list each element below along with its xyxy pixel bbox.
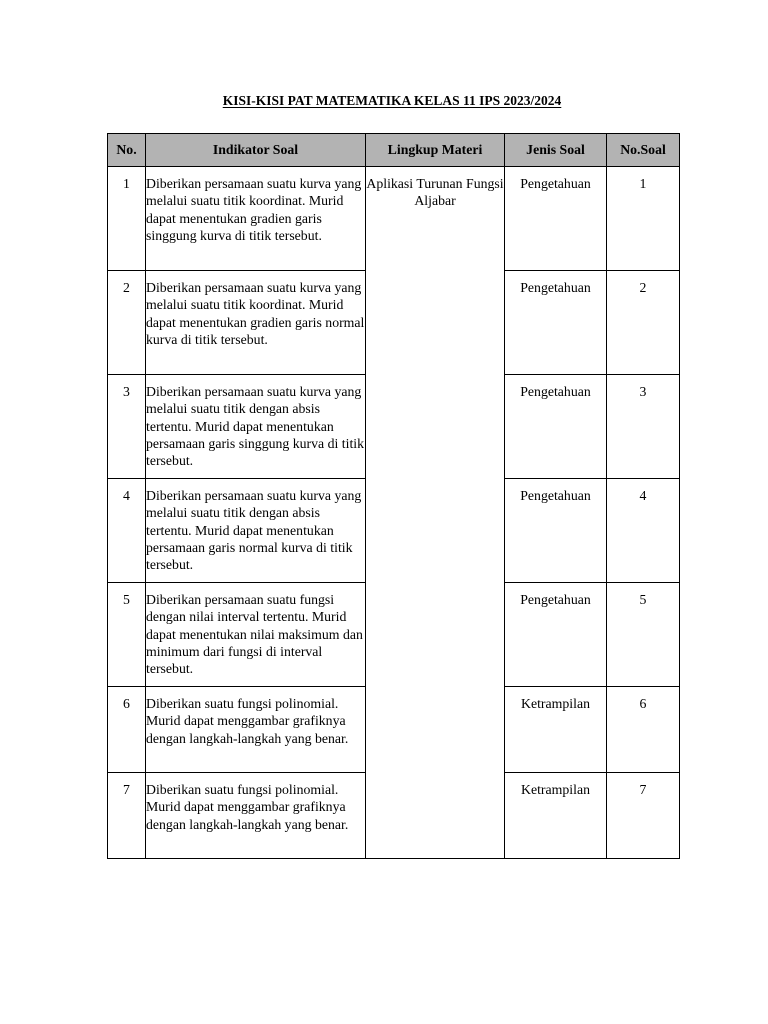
row-number: 3 bbox=[108, 375, 146, 479]
row-number: 7 bbox=[108, 773, 146, 859]
jenis-soal-cell: Pengetahuan bbox=[505, 479, 607, 583]
indikator-soal-cell: Diberikan persamaan suatu fungsi dengan nilai interval tertentu. Murid dapat menentukan nilai maksimum dan minimum dari fungsi di interval tersebut. bbox=[146, 583, 366, 687]
row-number: 5 bbox=[108, 583, 146, 687]
jenis-soal-cell: Ketrampilan bbox=[505, 687, 607, 773]
header-indikator-soal: Indikator Soal bbox=[146, 134, 366, 167]
row-number: 1 bbox=[108, 167, 146, 271]
no-soal-cell: 7 bbox=[607, 773, 680, 859]
header-no: No. bbox=[108, 134, 146, 167]
no-soal-cell: 2 bbox=[607, 271, 680, 375]
row-number: 6 bbox=[108, 687, 146, 773]
no-soal-cell: 3 bbox=[607, 375, 680, 479]
no-soal-cell: 5 bbox=[607, 583, 680, 687]
kisi-kisi-table bbox=[107, 133, 680, 859]
jenis-soal-cell: Pengetahuan bbox=[505, 271, 607, 375]
lingkup-materi-cell: Aplikasi Turunan Fungsi Aljabar bbox=[366, 167, 505, 859]
table-header-row bbox=[108, 134, 680, 167]
header-no-soal: No.Soal bbox=[607, 134, 680, 167]
indikator-soal-cell: Diberikan persamaan suatu kurva yang melalui suatu titik dengan absis tertentu. Murid dapat menentukan persamaan garis singgung kurva di titik tersebut. bbox=[146, 375, 366, 479]
indikator-soal-cell: Diberikan suatu fungsi polinomial. Murid dapat menggambar grafiknya dengan langkah-langkah yang benar. bbox=[146, 687, 366, 773]
header-lingkup-materi: Lingkup Materi bbox=[366, 134, 505, 167]
jenis-soal-cell: Ketrampilan bbox=[505, 773, 607, 859]
indikator-soal-cell: Diberikan persamaan suatu kurva yang melalui suatu titik dengan absis tertentu. Murid dapat menentukan persamaan garis normal kurva di titik tersebut. bbox=[146, 479, 366, 583]
jenis-soal-cell: Pengetahuan bbox=[505, 583, 607, 687]
jenis-soal-cell: Pengetahuan bbox=[505, 375, 607, 479]
table-row bbox=[108, 167, 680, 271]
no-soal-cell: 1 bbox=[607, 167, 680, 271]
indikator-soal-cell: Diberikan persamaan suatu kurva yang melalui suatu titik koordinat. Murid dapat menentukan gradien garis singgung kurva di titik tersebut. bbox=[146, 167, 366, 271]
indikator-soal-cell: Diberikan suatu fungsi polinomial. Murid dapat menggambar grafiknya dengan langkah-langkah yang benar. bbox=[146, 773, 366, 859]
no-soal-cell: 6 bbox=[607, 687, 680, 773]
row-number: 4 bbox=[108, 479, 146, 583]
document-title: KISI-KISI PAT MATEMATIKA KELAS 11 IPS 2023/2024 bbox=[222, 93, 562, 108]
jenis-soal-cell: Pengetahuan bbox=[505, 167, 607, 271]
row-number: 2 bbox=[108, 271, 146, 375]
no-soal-cell: 4 bbox=[607, 479, 680, 583]
header-jenis-soal: Jenis Soal bbox=[505, 134, 607, 167]
indikator-soal-cell: Diberikan persamaan suatu kurva yang melalui suatu titik koordinat. Murid dapat menentukan gradien garis normal kurva di titik tersebut. bbox=[146, 271, 366, 375]
